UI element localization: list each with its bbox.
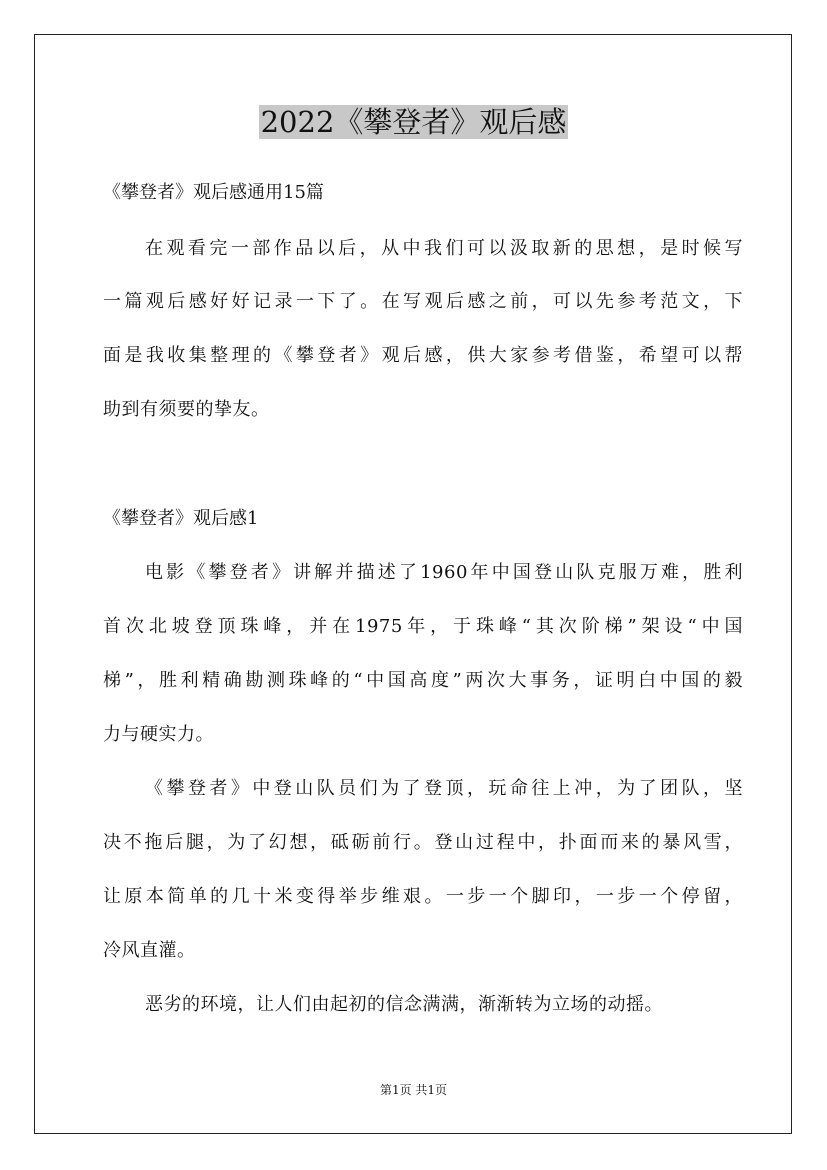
intro-line-3: 面是我收集整理的《攀登者》观后感，供大家参考借鉴，希望可以帮 [103,345,743,366]
document-subtitle: 《攀登者》观后感通用15篇 [103,182,324,203]
paragraph1-line-1: 电影《攀登者》讲解并描述了1960年中国登山队克服万难，胜利 [145,562,743,583]
intro-line-2: 一篇观后感好好记录一下了。在写观后感之前，可以先参考范文，下 [103,291,743,312]
intro-line-4: 助到有须要的挚友。 [103,399,270,420]
paragraph1-line-2: 首次北坡登顶珠峰，并在1975年，于珠峰“其次阶梯”架设“中国 [103,616,743,637]
intro-line-1: 在观看完一部作品以后，从中我们可以汲取新的思想，是时候写 [145,238,743,259]
paragraph1-line-3: 梯”，胜利精确勘测珠峰的“中国高度”两次大事务，证明白中国的毅 [103,670,743,691]
page-footer: 第1页 共1页 [379,1083,448,1097]
paragraph2-line-3: 让原本简单的几十米变得举步维艰。一步一个脚印，一步一个停留， [103,886,743,907]
paragraph2-line-2: 决不拖后腿，为了幻想，砥砺前行。登山过程中，扑面而来的暴风雪， [103,832,743,853]
paragraph2-line-1: 《攀登者》中登山队员们为了登顶，玩命往上冲，为了团队，坚 [145,778,743,799]
document-title [0,103,827,141]
document-title-text: 2022《攀登者》观后感 [260,105,567,139]
paragraph1-line-4: 力与硬实力。 [103,724,214,745]
paragraph3-line-1: 恶劣的环境，让人们由起初的信念满满，渐渐转为立场的动摇。 [145,994,663,1015]
section-heading: 《攀登者》观后感1 [103,508,259,529]
paragraph2-line-4: 冷风直灌。 [103,940,196,961]
